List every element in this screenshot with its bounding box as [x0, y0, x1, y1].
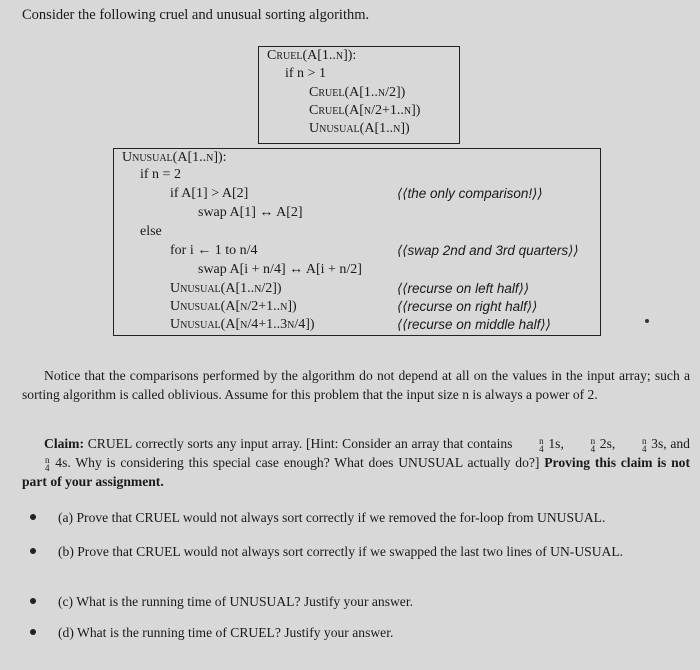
claim-t2: 2s, — [599, 436, 616, 451]
bullet-icon — [30, 598, 36, 604]
claim-t4: 4s. Why is considering this special case enough? What does UNUSUAL actually do?] — [55, 455, 540, 470]
cruel-line-if: if n > 1 — [285, 66, 326, 81]
claim-paragraph — [22, 434, 690, 491]
unusual-cond-line: if A[1] > A[2] — [170, 186, 249, 201]
bullet-icon — [30, 629, 36, 635]
item-c-text: (c) What is the running time of UNUSUAL? Justify your answer. — [58, 594, 414, 609]
cruel-header: Cruel(A[1..n]): — [267, 48, 357, 63]
unusual-if-line: if n = 2 — [140, 167, 181, 182]
fraction-n-over-4: n 4 — [539, 435, 544, 454]
unusual-swap2-line: swap A[i + n/4] ↔ A[i + n/2] — [198, 262, 362, 277]
unusual-algorithm-box — [113, 148, 601, 336]
notice-paragraph: Notice that the comparisons performed by the algorithm do not depend at all on the values in the input array; such a sorting algorithm is called oblivious. Assume for this problem that the input size n is always a power of 2. — [22, 368, 690, 402]
bullet-icon — [30, 548, 36, 554]
claim-t1: 1s, — [548, 436, 564, 451]
item-d-text: (d) What is the running time of CRUEL? Justify your answer. — [58, 625, 394, 640]
unusual-rec2-comment: ⟨⟨recurse on right half⟩⟩ — [397, 299, 538, 314]
claim-text-a: CRUEL correctly sorts any input array. [Hint: Consider an array that contains — [87, 436, 513, 451]
unusual-cond-comment: ⟨⟨the only comparison!⟩⟩ — [397, 186, 543, 201]
cruel-algorithm-box — [258, 46, 460, 144]
unusual-header: Unusual(A[1..n]): — [122, 150, 227, 165]
claim-bold-tail: Proving this claim is not part of your assignment. — [22, 455, 691, 489]
unusual-for-line: for i ← 1 to n/4 — [170, 243, 258, 258]
unusual-rec1-line: Unusual(A[1..n/2]) — [170, 281, 282, 296]
unusual-rec3-comment: ⟨⟨recurse on middle half⟩⟩ — [397, 317, 551, 332]
unusual-for-comment: ⟨⟨swap 2nd and 3rd quarters⟩⟩ — [397, 243, 579, 258]
bullet-icon — [30, 514, 36, 520]
unusual-rec3-line: Unusual(A[n/4+1..3n/4]) — [170, 317, 315, 332]
item-b-text: (b) Prove that CRUEL would not always sort correctly if we swapped the last two lines of UN-USUAL. — [58, 544, 624, 559]
cruel-line-unusual-call: Unusual(A[1..n]) — [309, 121, 410, 136]
item-a-text: (a) Prove that CRUEL would not always sort correctly if we removed the for-loop from UNUSUAL. — [58, 510, 606, 525]
intro-text: Consider the following cruel and unusual sorting algorithm. — [22, 7, 370, 23]
stray-mark — [645, 319, 649, 323]
cruel-line-recurse-left: Cruel(A[1..n/2]) — [309, 85, 406, 100]
unusual-swap-line: swap A[1] ↔ A[2] — [198, 205, 303, 220]
fraction-n-over-4: n 4 — [641, 435, 647, 454]
unusual-rec2-line: Unusual(A[n/2+1..n]) — [170, 299, 297, 314]
cruel-line-recurse-right: Cruel(A[n/2+1..n]) — [309, 103, 421, 118]
claim-label: Claim: — [44, 436, 85, 451]
unusual-rec1-comment: ⟨⟨recurse on left half⟩⟩ — [397, 281, 530, 296]
unusual-else-line: else — [140, 224, 162, 239]
claim-t3: 3s, and — [651, 436, 690, 451]
fraction-n-over-4: n 4 — [590, 435, 596, 454]
fraction-n-over-4: n 4 — [45, 454, 50, 473]
